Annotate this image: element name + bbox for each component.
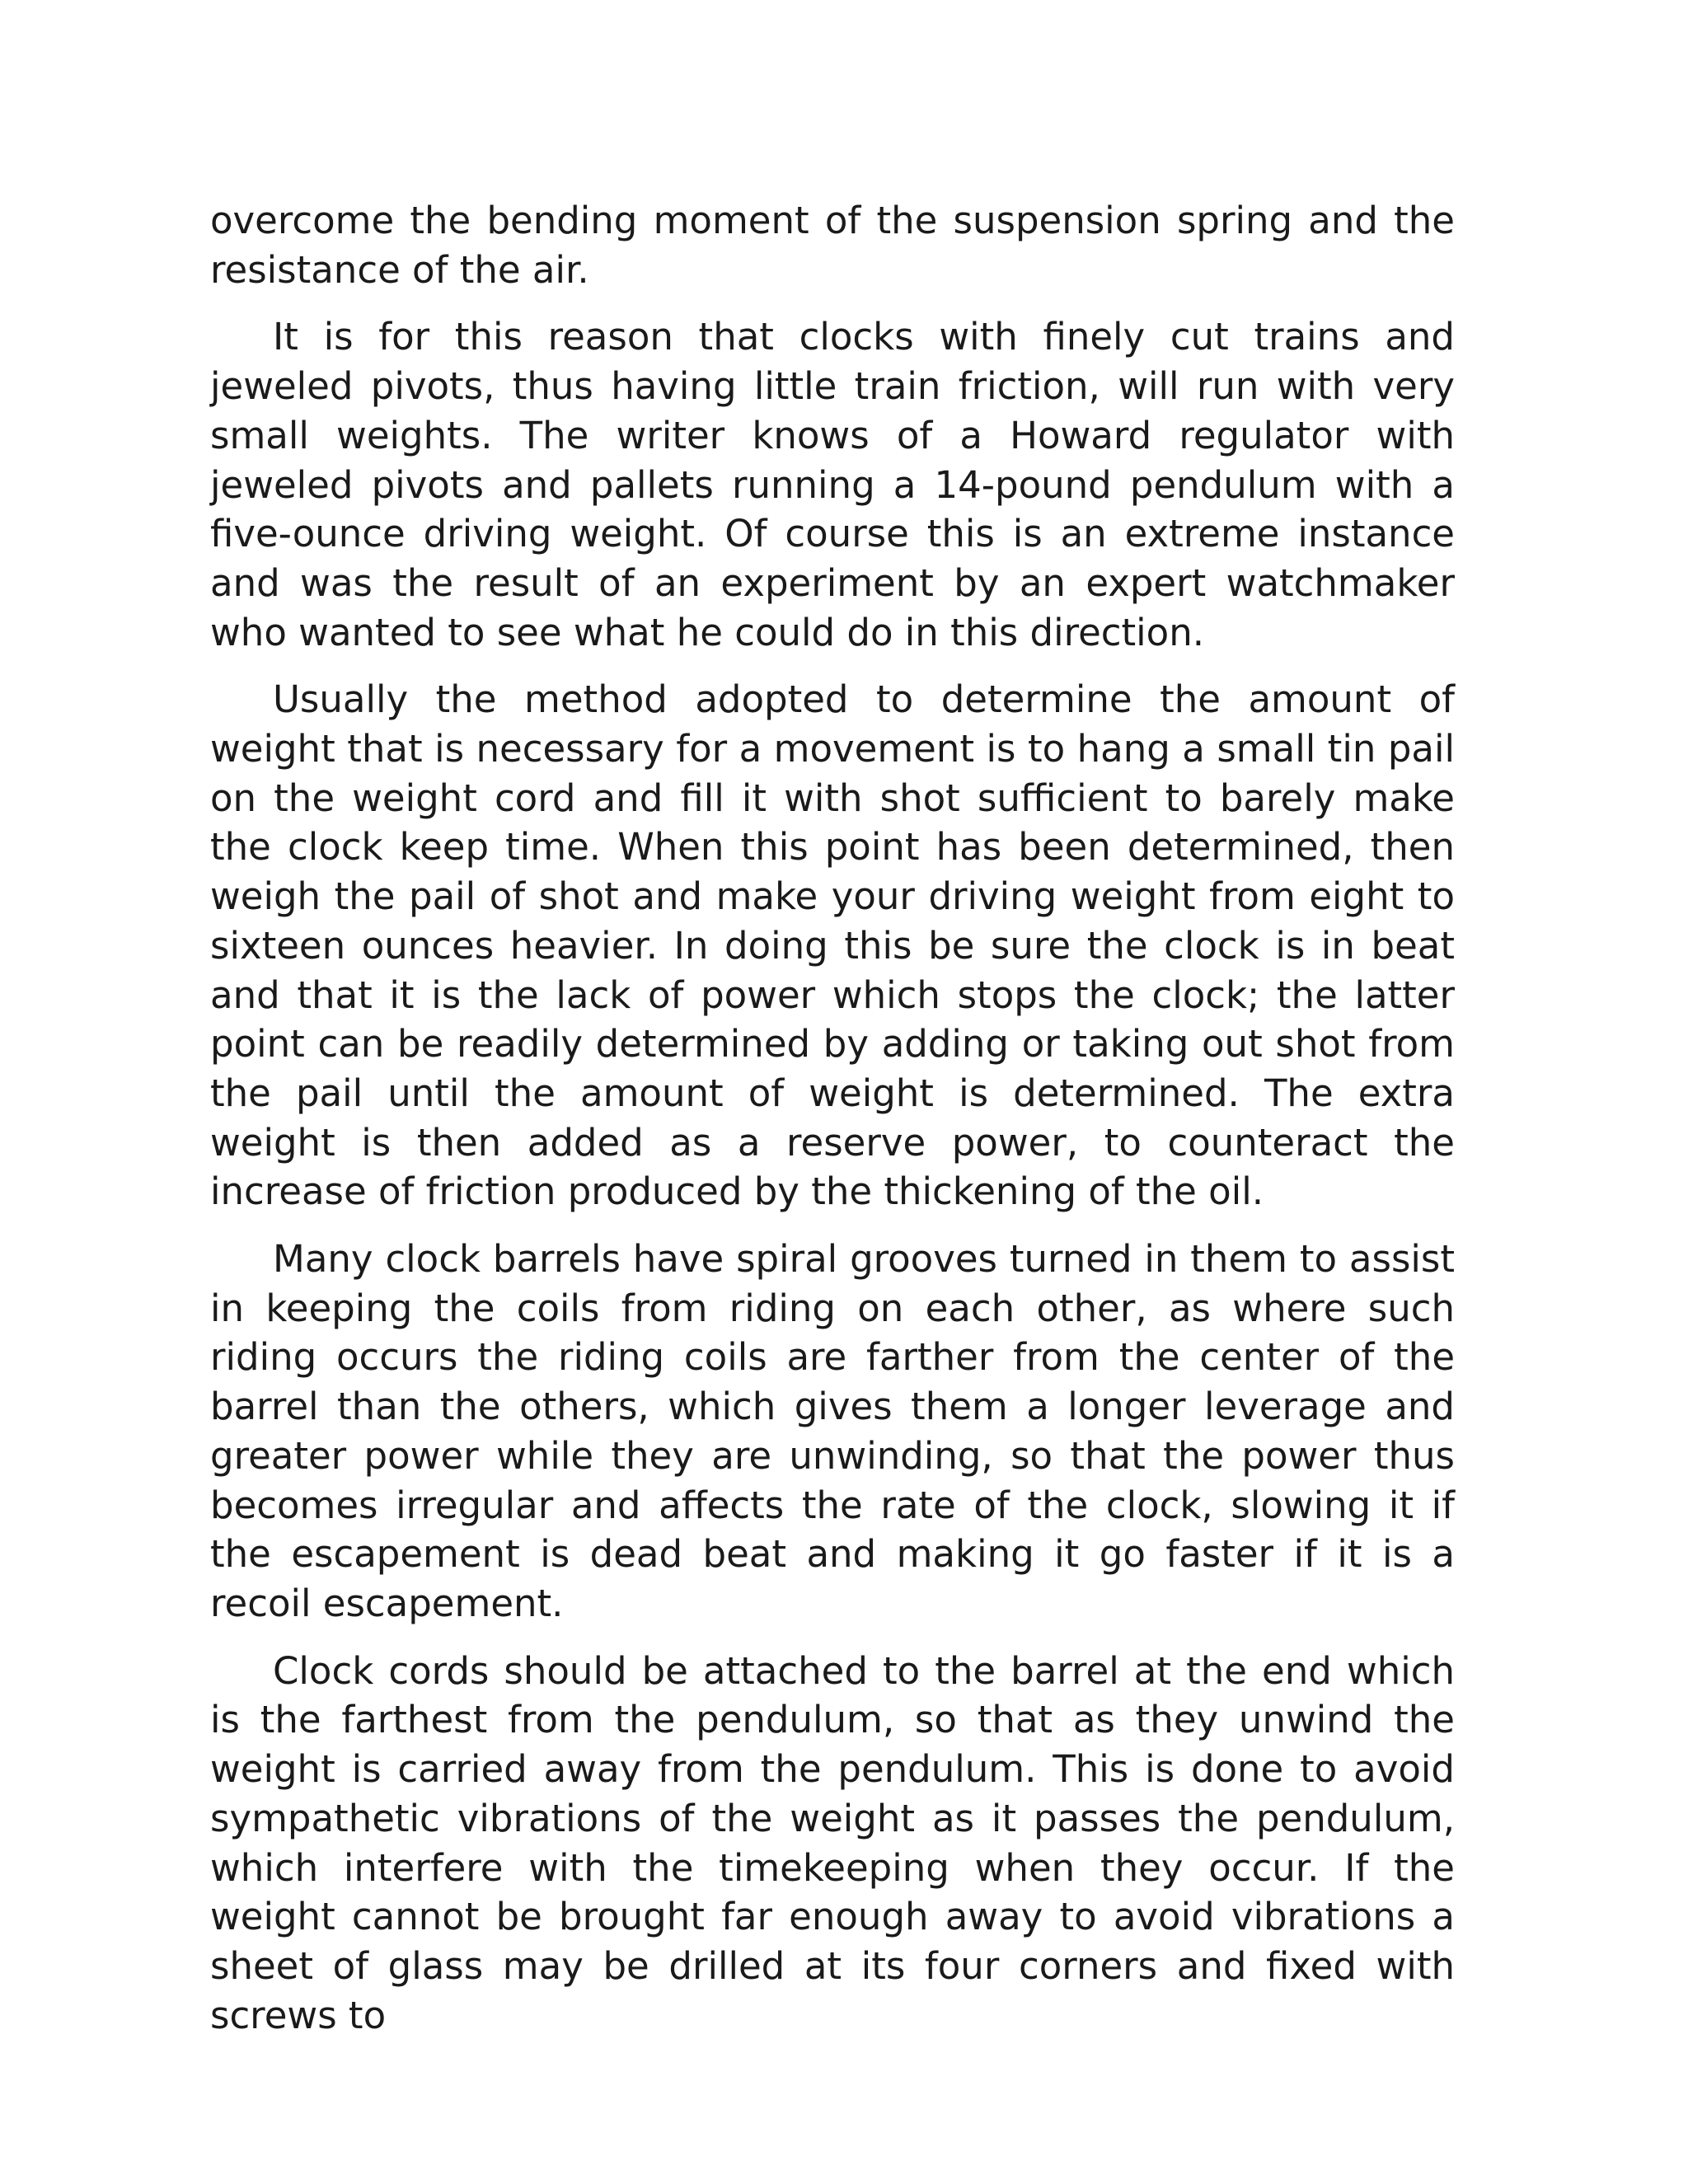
paragraph-spiral-grooves: Many clock barrels have spiral grooves turned in them to assist in keeping the coils from riding on each other, as where such riding occurs the riding coils are farther from the center of the barrel than the others, which gives them a longer leverage and greater power while they are unwinding, so that the power thus becomes irregular and affects the rate of the clock, slowing it if the escapement is dead beat and making it go faster if it is a recoil escapement. xyxy=(210,1237,1455,1625)
paragraph-jeweled-pivots: It is for this reason that clocks with finely cut trains and jeweled pivots, thus having little train friction, will run with very small weights. The writer knows of a Howard regulator with jeweled pivots and pallets running a 14-pound pendulum with a five-ounce driving weight. Of course this is an extreme instance and was the result of an experiment by an expert watchmaker who wanted to see what he could do in this direction. xyxy=(210,315,1455,654)
paragraph-continuation: overcome the bending moment of the suspension spring and the resistance of the air. xyxy=(210,199,1455,292)
page-body xyxy=(210,196,1455,2058)
paragraph-weight-method: Usually the method adopted to determine the amount of weight that is necessary for a movement is to hang a small tin pail on the weight cord and fill it with shot sufficient to barely make the clock keep time. When this point has been determined, then weigh the pail of shot and make your driving weight from eight to sixteen ounces heavier. In doing this be sure the clock is in beat and that it is the lack of power which stops the clock; the latter point can be readily determined by adding or taking out shot from the pail until the amount of weight is determined. The extra weight is then added as a reserve power, to counteract the increase of friction produced by the thickening of the oil. xyxy=(210,677,1455,1214)
paragraph-clock-cords: Clock cords should be attached to the barrel at the end which is the farthest from the pendulum, so that as they unwind the weight is carried away from the pendulum. This is done to avoid sympathetic vibrations of the weight as it passes the pendulum, which interfere with the timekeeping when they occur. If the weight cannot be brought far enough away to avoid vibrations a sheet of glass may be drilled at its four corners and fixed with screws to xyxy=(210,1648,1455,2037)
